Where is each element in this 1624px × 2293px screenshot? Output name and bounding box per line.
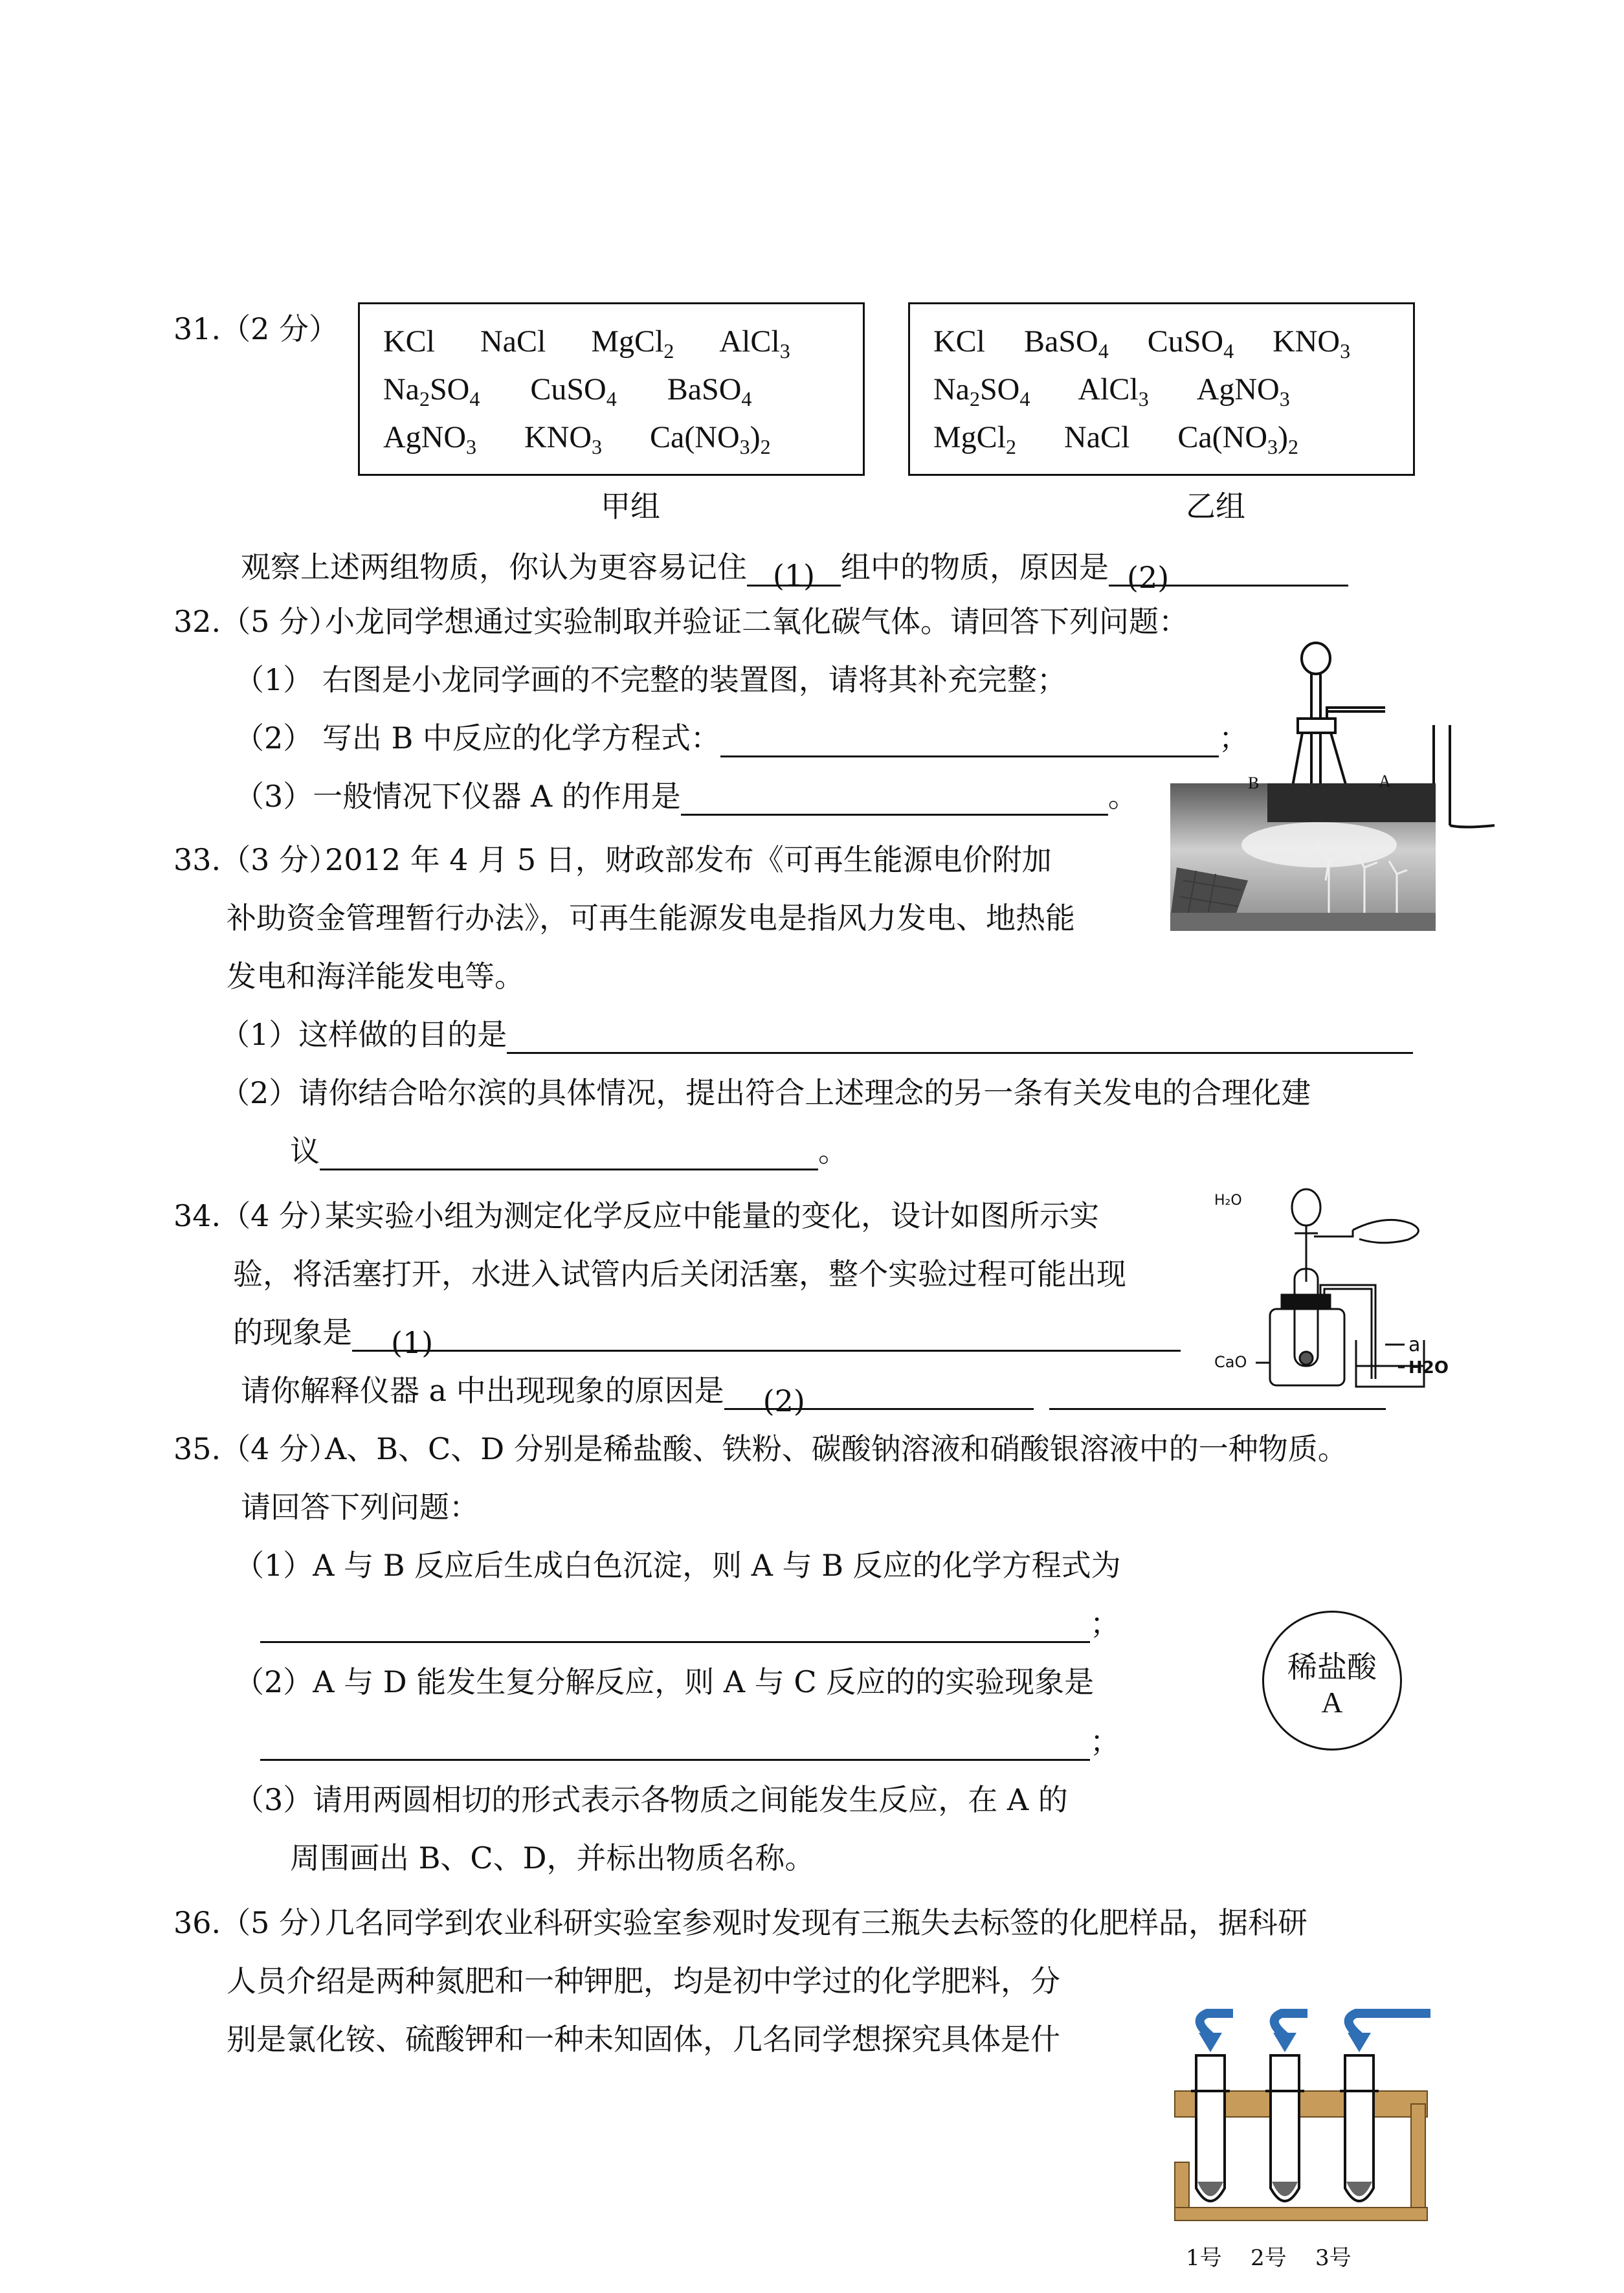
q36-line1: 几名同学到农业科研实验室参观时发现有三瓶失去标签的化肥样品，据科研: [325, 1905, 1307, 1940]
q34-blank-1[interactable]: [352, 1323, 1181, 1360]
group-b-row2: [933, 372, 1290, 410]
h2o-label: H2O: [1408, 1358, 1449, 1378]
q34-blank-1-label: (1): [391, 1325, 434, 1360]
q34-number: 34.（4 分）: [173, 1198, 339, 1233]
chem-formula: $KNO_3$: [1273, 324, 1351, 363]
q31-blank-2[interactable]: [1109, 558, 1348, 595]
label-a: A: [1379, 772, 1391, 790]
q33-number: 33.（3 分）: [173, 842, 339, 877]
q32-intro: 小龙同学想通过实验制取并验证二氧化碳气体。请回答下列问题：: [325, 604, 1188, 639]
q33-line3: 发电和海洋能发电等。: [227, 959, 524, 994]
q35-item2: （2）A 与 D 能发生复分解反应，则 A 与 C 反应的的实验现象是: [234, 1664, 1095, 1699]
q33-line2: 补助资金管理暂行办法》，可再生能源发电是指风力发电、地热能: [227, 900, 1075, 935]
q32-item3-end: 。: [1107, 779, 1138, 814]
q31-number: 31.（2 分）: [173, 311, 339, 346]
q34-blank-2-label: (2): [762, 1383, 805, 1418]
q34-line3: [233, 1313, 1181, 1360]
q35-answer-blank-2[interactable]: [260, 1730, 1090, 1761]
chem-formula: CuSO$_4$: [530, 372, 617, 410]
q35-answer-blank-1[interactable]: [260, 1613, 1090, 1643]
group-a-label: 甲组: [601, 489, 660, 524]
q34-line1: 某实验小组为测定化学反应中能量的变化，设计如图所示实: [325, 1198, 1099, 1233]
q35-line1: A、B、C、D 分别是稀盐酸、铁粉、碳酸钠溶液和硝酸银溶液中的一种物质。: [325, 1431, 1348, 1466]
chem-formula: AlCl$_3$: [719, 324, 790, 363]
q31-blank-1-label: (1): [772, 558, 816, 593]
q35-item3-cont: 周围画出 B、C、D，并标出物质名称。: [290, 1840, 815, 1875]
q32-answer-blank-2[interactable]: [720, 727, 1219, 757]
q33-answer-blank-2[interactable]: [320, 1140, 818, 1170]
q34-blank-2[interactable]: [724, 1381, 1034, 1418]
chem-formula: KCl: [383, 324, 436, 359]
q32-item2-text: （2） 写出 B 中反应的化学方程式：: [234, 721, 720, 755]
chem-formula: AgNO$_3$: [1196, 372, 1290, 410]
q32-item3: [234, 777, 1138, 816]
chem-formula: MgCl$_2$: [591, 324, 674, 363]
q33-item2-cont: [290, 1132, 848, 1170]
hydrochloric-acid-circle[interactable]: [1262, 1611, 1402, 1751]
cao-label: CaO: [1214, 1353, 1247, 1371]
q31-blank-2-label: (2): [1127, 560, 1170, 595]
q35-number: 35.（4 分）: [173, 1431, 339, 1466]
q34-line4-text: 请你解释仪器 a 中出现现象的原因是: [241, 1373, 724, 1408]
chem-formula: $KNO_3$: [524, 420, 602, 458]
group-a-row1: [383, 324, 790, 363]
q36-line3: 别是氯化铵、硫酸钾和一种未知固体，几名同学想探究具体是什: [227, 2022, 1060, 2057]
q31-question-mid: 组中的物质，原因是: [841, 550, 1109, 585]
q32-item2: [234, 719, 1249, 757]
q31-question-pre: 观察上述两组物质，你认为更容易记住: [241, 550, 747, 585]
circle-letter: A: [1321, 1686, 1343, 1719]
h2o-top-label: H₂O: [1214, 1192, 1242, 1209]
q34-line2: 验，将活塞打开，水进入试管内后关闭活塞，整个实验过程可能出现: [233, 1257, 1126, 1292]
q35-line2: 请回答下列问题：: [241, 1490, 479, 1525]
tube-label-1: 1号: [1186, 2245, 1222, 2271]
q32-item1: （1） 右图是小龙同学画的不完整的装置图，请将其补充完整；: [234, 662, 1067, 697]
test-tube-rack-figure: [1172, 2000, 1430, 2233]
q36-number: 36.（5 分）: [173, 1905, 339, 1940]
chem-formula: $Ca(NO_3)_2$: [650, 420, 771, 458]
chem-formula: $Na_2SO_4$: [383, 372, 480, 410]
q33-line1: 2012 年 4 月 5 日，财政部发布《可再生能源电价附加: [325, 842, 1052, 877]
pour-arrows: [1200, 2013, 1430, 2036]
q32-item2-end: ；: [1218, 721, 1249, 755]
q31-question: [241, 548, 1348, 595]
q35-answer-line-1: [260, 1604, 1120, 1643]
q33-item2-end: 。: [818, 1134, 848, 1169]
q32-item3-text: （3）一般情况下仪器 A 的作用是: [234, 779, 681, 814]
q35-item1: （1）A 与 B 反应后生成白色沉淀，则 A 与 B 反应的化学方程式为: [234, 1548, 1121, 1583]
q35-item2-end: ；: [1090, 1724, 1120, 1759]
chem-formula: $Ca(NO_3)_2$: [1177, 420, 1298, 458]
q35-answer-line-2: [260, 1722, 1120, 1761]
q33-item2-cont-text: 议: [290, 1134, 320, 1169]
chem-formula: MgCl$_2$: [933, 420, 1017, 458]
q33-answer-blank-1[interactable]: [507, 1023, 1413, 1054]
chem-formula: AlCl$_3$: [1078, 372, 1149, 410]
group-b-label: 乙组: [1186, 489, 1245, 524]
chem-formula: NaCl: [480, 324, 546, 359]
chem-formula: CuSO$_4$: [1147, 324, 1234, 363]
chem-formula: KCl: [933, 324, 986, 359]
circle-substance-name: 稀盐酸: [1287, 1650, 1377, 1684]
chem-formula: AgNO$_3$: [383, 420, 476, 458]
group-b-row3: [933, 419, 1298, 458]
chem-formula: $Na_2SO_4$: [933, 372, 1030, 410]
q35-item3: （3）请用两圆相切的形式表示各物质之间能发生反应，在 A 的: [234, 1782, 1068, 1817]
chem-formula: BaSO$_4$: [667, 372, 752, 410]
q33-item1-text: （1）这样做的目的是: [220, 1017, 507, 1052]
q32-number: 32.（5 分）: [173, 604, 339, 639]
group-a-box: [358, 302, 865, 476]
q34-line3-text: 的现象是: [233, 1315, 352, 1350]
tube-label-3: 3号: [1315, 2245, 1351, 2271]
q32-answer-blank-3[interactable]: [681, 785, 1108, 816]
instrument-a-label: a: [1408, 1334, 1421, 1356]
label-b: B: [1248, 774, 1260, 792]
group-a-row3: [383, 419, 771, 458]
q31-blank-1[interactable]: [747, 556, 841, 593]
group-b-box: [908, 302, 1415, 476]
q36-line2: 人员介绍是两种氮肥和一种钾肥，均是初中学过的化学肥料，分: [227, 1963, 1060, 1998]
chem-formula: BaSO$_4$: [1024, 324, 1109, 363]
q33-item1: [220, 1015, 1413, 1054]
renewable-energy-photo: [1170, 783, 1436, 931]
group-b-row1: [933, 324, 1351, 363]
tube-label-2: 2号: [1251, 2245, 1287, 2271]
q33-item2: （2）请你结合哈尔滨的具体情况，提出符合上述理念的另一条有关发电的合理化建: [220, 1075, 1311, 1110]
chem-formula: NaCl: [1064, 420, 1130, 454]
q35-item1-end: ；: [1090, 1606, 1120, 1641]
group-a-row2: [383, 372, 752, 410]
